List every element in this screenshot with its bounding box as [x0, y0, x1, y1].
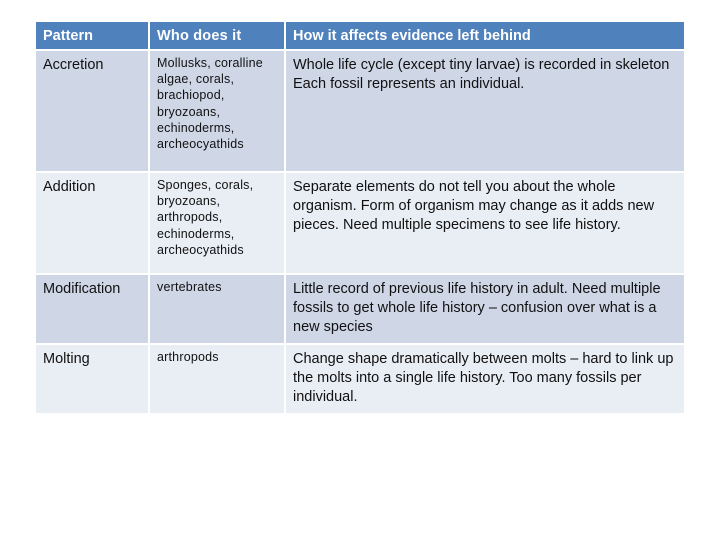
table-row [36, 173, 684, 275]
table-row [36, 51, 684, 173]
table-row [36, 345, 684, 415]
effect-cell [286, 51, 684, 173]
pattern-cell: Molting [36, 345, 150, 415]
header-who-does-it: Who does it [150, 22, 286, 51]
effect-text: Change shape dramatically between molts – hard to link up the molts into a single life history. Too many fossils per individual. [293, 350, 674, 405]
table-header [36, 22, 684, 51]
who-cell: arthropods [150, 345, 286, 415]
header-row [36, 22, 684, 51]
effect-text: Whole life cycle (except tiny larvae) is recorded in skeleton [293, 56, 670, 73]
who-cell: Sponges, corals, bryozoans, arthropods, echinoderms, archeocyathids [150, 173, 286, 275]
table-body [36, 51, 684, 415]
effect-cell [286, 275, 684, 345]
pattern-cell: Addition [36, 173, 150, 275]
who-cell: vertebrates [150, 275, 286, 345]
who-cell: Mollusks, coralline algae, corals, brachiopod, bryozoans, echinoderms, archeocyathids [150, 51, 286, 173]
effect-text: Little record of previous life history in adult. Need multiple fossils to get whole life history – confusion over what is a new species [293, 280, 661, 335]
life-history-table [36, 22, 684, 415]
effect-cell [286, 173, 684, 275]
effect-text: Separate elements do not tell you about the whole organism. Form of organism may change as it adds new pieces. Need multiple specimens to see life history. [293, 178, 655, 233]
header-pattern: Pattern [36, 22, 150, 51]
effect-text: Each fossil represents an individual. [293, 75, 525, 92]
effect-cell [286, 345, 684, 415]
header-effect: How it affects evidence left behind [286, 22, 684, 51]
pattern-cell: Accretion [36, 51, 150, 173]
table-row [36, 275, 684, 345]
pattern-cell: Modification [36, 275, 150, 345]
